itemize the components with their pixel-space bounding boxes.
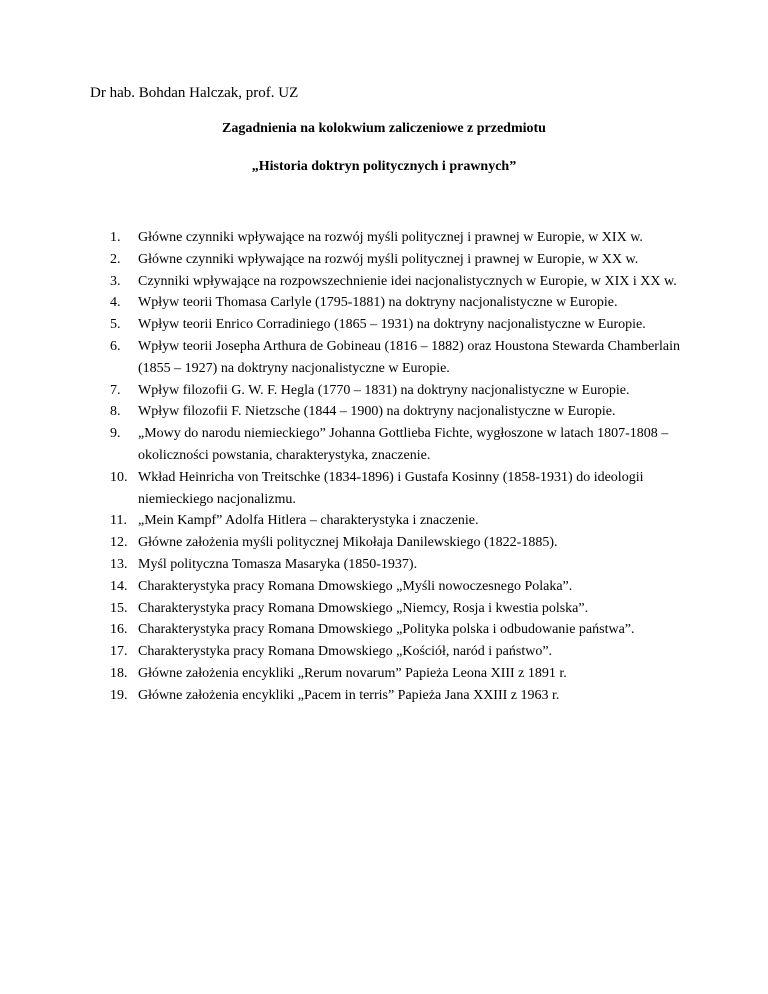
list-item xyxy=(110,271,700,293)
list-item xyxy=(110,401,700,423)
item-text: Główne założenia encykliki „Pacem in terris” Papieża Jana XXIII z 1963 r. xyxy=(138,687,560,703)
list-item xyxy=(110,336,700,380)
title-line-2: „Historia doktryn politycznych i prawnych” xyxy=(251,159,517,174)
item-text: Czynniki wpływające na rozpowszechnienie idei nacjonalistycznych w Europie, w XIX i XX w. xyxy=(138,273,677,289)
item-text: Główne czynniki wpływające na rozwój myśli politycznej i prawnej w Europie, w XX w. xyxy=(138,251,639,267)
list-item xyxy=(110,249,700,271)
list-item xyxy=(110,554,700,576)
item-number: 19. xyxy=(110,687,128,703)
item-number: 6. xyxy=(110,338,121,354)
item-number: 15. xyxy=(110,600,128,616)
item-text: Wpływ teorii Thomasa Carlyle (1795-1881) na doktryny nacjonalistyczne w Europie. xyxy=(138,295,618,311)
item-text: Główne założenia myśli politycznej Mikołaja Danilewskiego (1822-1885). xyxy=(138,535,558,551)
title-line-1: Zagadnienia na kolokwium zaliczeniowe z przedmiotu xyxy=(222,121,546,136)
list-item xyxy=(110,467,700,511)
item-text: Charakterystyka pracy Romana Dmowskiego „Polityka polska i odbudowanie państwa”. xyxy=(138,622,635,638)
list-item xyxy=(110,510,700,532)
list-item xyxy=(110,685,700,707)
list-item xyxy=(110,576,700,598)
list-item xyxy=(110,663,700,685)
item-number: 8. xyxy=(110,404,121,420)
item-number: 14. xyxy=(110,578,128,594)
item-text: „Mowy do narodu niemieckiego” Johanna Gottlieba Fichte, wygłoszone w latach 1807-1808 – okoliczności powstania, charakterystyka, znaczenie. xyxy=(138,426,669,463)
item-number: 11. xyxy=(110,513,127,529)
item-number: 1. xyxy=(110,230,121,245)
list-item xyxy=(110,380,700,402)
list-item xyxy=(110,619,700,641)
item-number: 9. xyxy=(110,426,121,442)
item-number: 4. xyxy=(110,295,121,311)
item-text: Wpływ filozofii F. Nietzsche (1844 – 1900) na doktryny nacjonalistyczne w Europie. xyxy=(138,404,616,420)
item-number: 12. xyxy=(110,535,128,551)
item-text: Wpływ filozofii G. W. F. Hegla (1770 – 1831) na doktryny nacjonalistyczne w Europie. xyxy=(138,382,630,398)
item-text: Główne założenia encykliki „Rerum novarum” Papieża Leona XIII z 1891 r. xyxy=(138,665,567,681)
item-text: Charakterystyka pracy Romana Dmowskiego „Niemcy, Rosja i kwestia polska”. xyxy=(138,600,589,616)
list-item xyxy=(110,423,700,467)
item-number: 13. xyxy=(110,556,128,572)
list-item xyxy=(110,227,700,249)
item-number: 10. xyxy=(110,469,128,485)
item-text: Charakterystyka pracy Romana Dmowskiego „Kościół, naród i państwo”. xyxy=(138,644,553,660)
item-text: Charakterystyka pracy Romana Dmowskiego „Myśli nowoczesnego Polaka”. xyxy=(138,578,573,594)
item-text: Wkład Heinricha von Treitschke (1834-1896) i Gustafa Kosinny (1858-1931) do ideologii niemieckiego nacjonalizmu. xyxy=(138,469,644,507)
item-text: Myśl polityczna Tomasza Masaryka (1850-1937). xyxy=(138,556,418,572)
item-text: Główne czynniki wpływające na rozwój myśli politycznej i prawnej w Europie, w XIX w. xyxy=(138,230,643,245)
question-list xyxy=(110,227,700,707)
item-number: 16. xyxy=(110,622,128,638)
author-line: Dr hab. Bohdan Halczak, prof. UZ xyxy=(90,85,299,101)
item-number: 7. xyxy=(110,382,121,398)
item-text: Wpływ teorii Josepha Arthura de Gobineau (1816 – 1882) oraz Houstona Stewarda Chamberlain (1855 – 1927) na doktryny nacjonalistyczne w Europie. xyxy=(138,338,680,376)
list-item xyxy=(110,314,700,336)
item-number: 5. xyxy=(110,317,121,333)
item-number: 17. xyxy=(110,644,128,660)
list-item xyxy=(110,532,700,554)
list-item xyxy=(110,292,700,314)
list-item xyxy=(110,641,700,663)
item-text: „Mein Kampf” Adolfa Hitlera – charakterystyka i znaczenie. xyxy=(138,513,479,529)
item-number: 3. xyxy=(110,273,121,289)
item-text: Wpływ teorii Enrico Corradiniego (1865 – 1931) na doktryny nacjonalistyczne w Europie. xyxy=(138,317,646,333)
item-number: 2. xyxy=(110,251,121,267)
list-item xyxy=(110,598,700,620)
item-number: 18. xyxy=(110,665,128,681)
